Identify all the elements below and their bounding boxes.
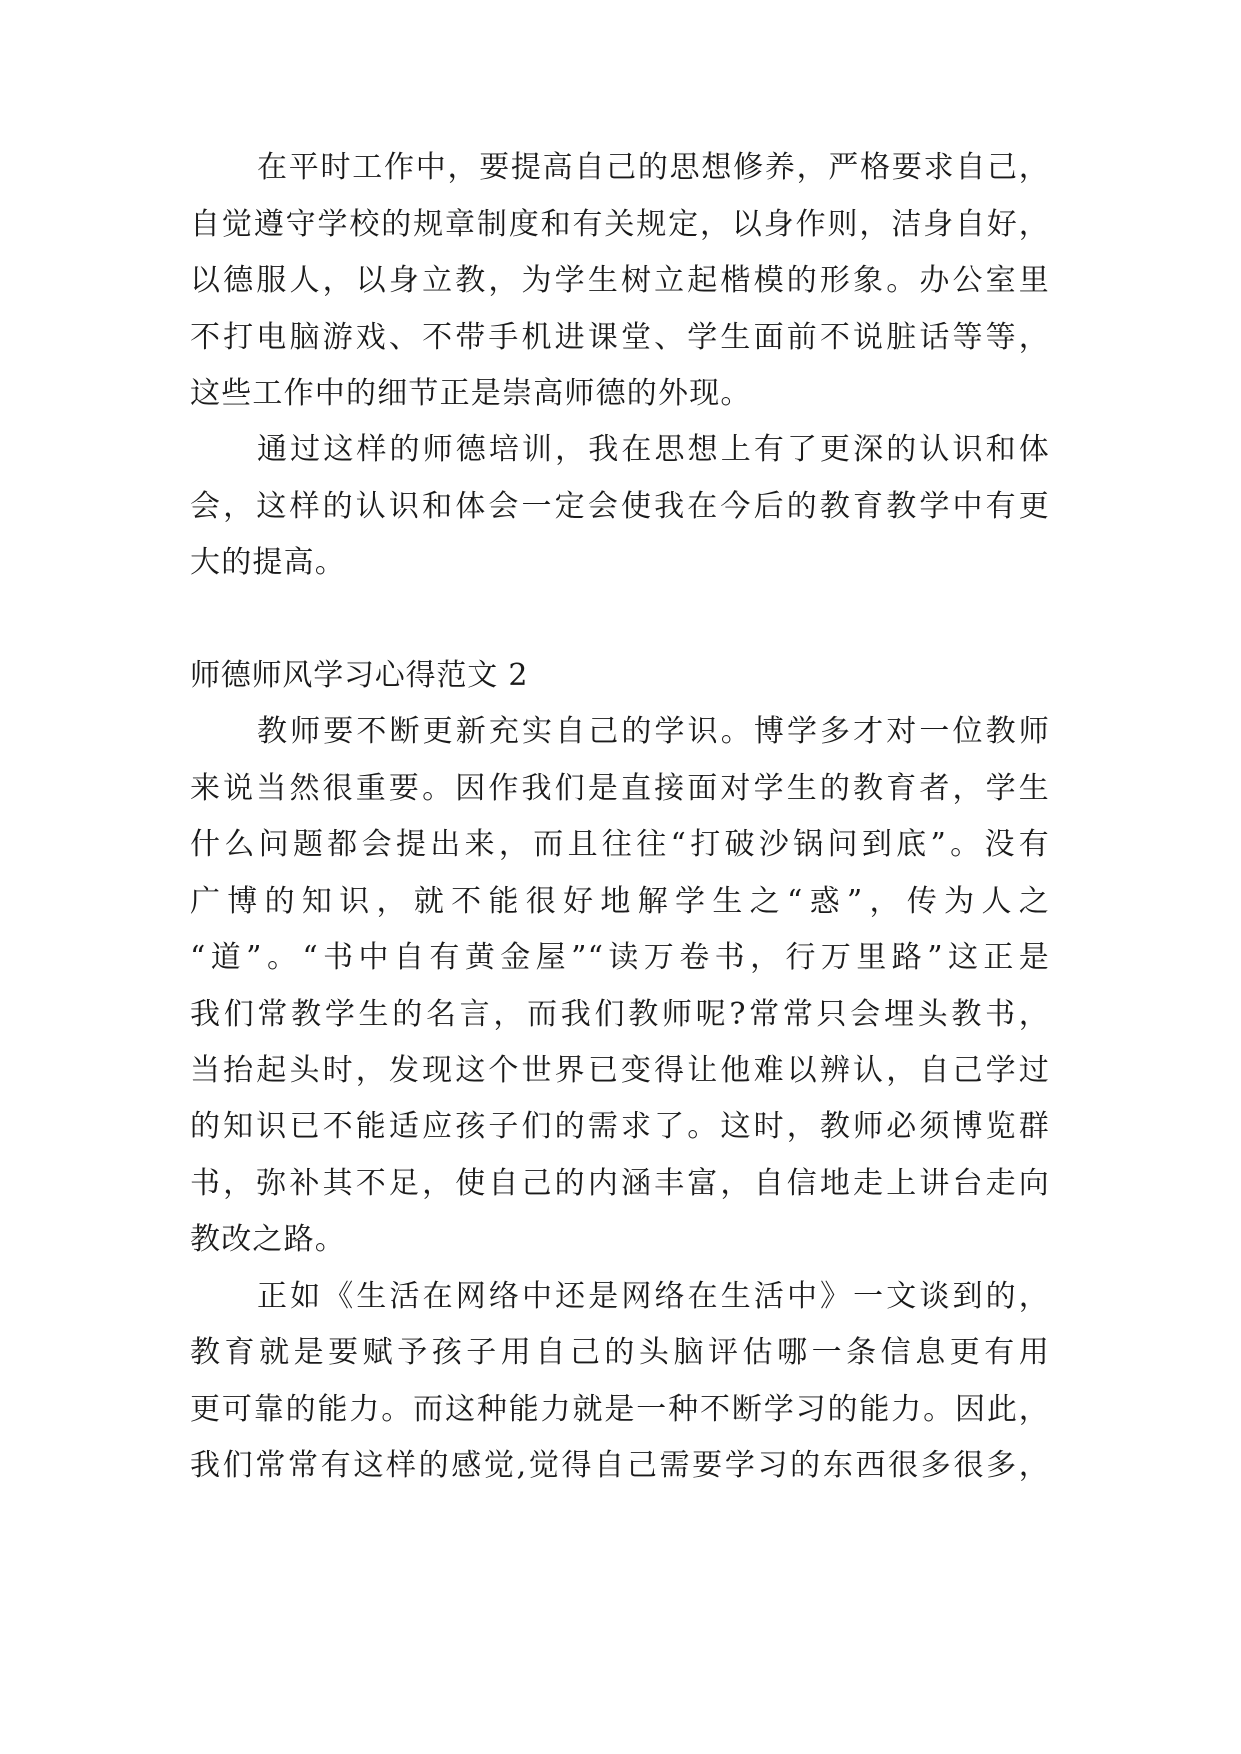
paragraph-line: 我们常教学生的名言，而我们教师呢?常常只会埋头教书， — [190, 997, 1050, 1032]
paragraph-line: 来说当然很重要。因作我们是直接面对学生的教育者，学生 — [190, 771, 1050, 806]
paragraph-line: 自觉遵守学校的规章制度和有关规定，以身作则，洁身自好， — [190, 207, 1050, 242]
paragraph-line: 这些工作中的细节正是崇高师德的外现。 — [190, 376, 752, 411]
paragraph-line: 我们常常有这样的感觉,觉得自己需要学习的东西很多很多， — [190, 1448, 1050, 1483]
paragraph-line: 在平时工作中，要提高自己的思想修养，严格要求自己， — [257, 150, 1050, 185]
paragraph-line: 不打电脑游戏、不带手机进课堂、学生面前不说脏话等等， — [190, 320, 1050, 355]
paragraph-line: 什么问题都会提出来，而且往往“打破沙锅问到底”。没有 — [190, 827, 1050, 862]
paragraph-line: 通过这样的师德培训，我在思想上有了更深的认识和体 — [257, 432, 1050, 467]
paragraph-line: 广博的知识，就不能很好地解学生之“惑”，传为人之 — [190, 884, 1050, 919]
paragraph-line: “道”。“书中自有黄金屋”“读万卷书，行万里路”这正是 — [190, 940, 1050, 975]
paragraph-line: 以德服人，以身立教，为学生树立起楷模的形象。办公室里 — [190, 263, 1050, 298]
paragraph-line: 教改之路。 — [190, 1222, 346, 1257]
paragraph-line: 正如《生活在网络中还是网络在生活中》一文谈到的， — [257, 1279, 1050, 1314]
paragraph-line: 当抬起头时，发现这个世界已变得让他难以辨认，自己学过 — [190, 1053, 1050, 1088]
section-heading: 师德师风学习心得范文 2 — [190, 658, 529, 693]
paragraph-line: 教师要不断更新充实自己的学识。博学多才对一位教师 — [257, 714, 1050, 749]
paragraph-line: 教育就是要赋予孩子用自己的头脑评估哪一条信息更有用 — [190, 1335, 1050, 1370]
paragraph-line: 大的提高。 — [190, 545, 346, 580]
paragraph-line: 会，这样的认识和体会一定会使我在今后的教育教学中有更 — [190, 489, 1050, 524]
paragraph-line: 的知识已不能适应孩子们的需求了。这时，教师必须博览群 — [190, 1109, 1050, 1144]
paragraph-line: 更可靠的能力。而这种能力就是一种不断学习的能力。因此， — [190, 1392, 1050, 1427]
paragraph-line: 书，弥补其不足，使自己的内涵丰富，自信地走上讲台走向 — [190, 1166, 1050, 1201]
